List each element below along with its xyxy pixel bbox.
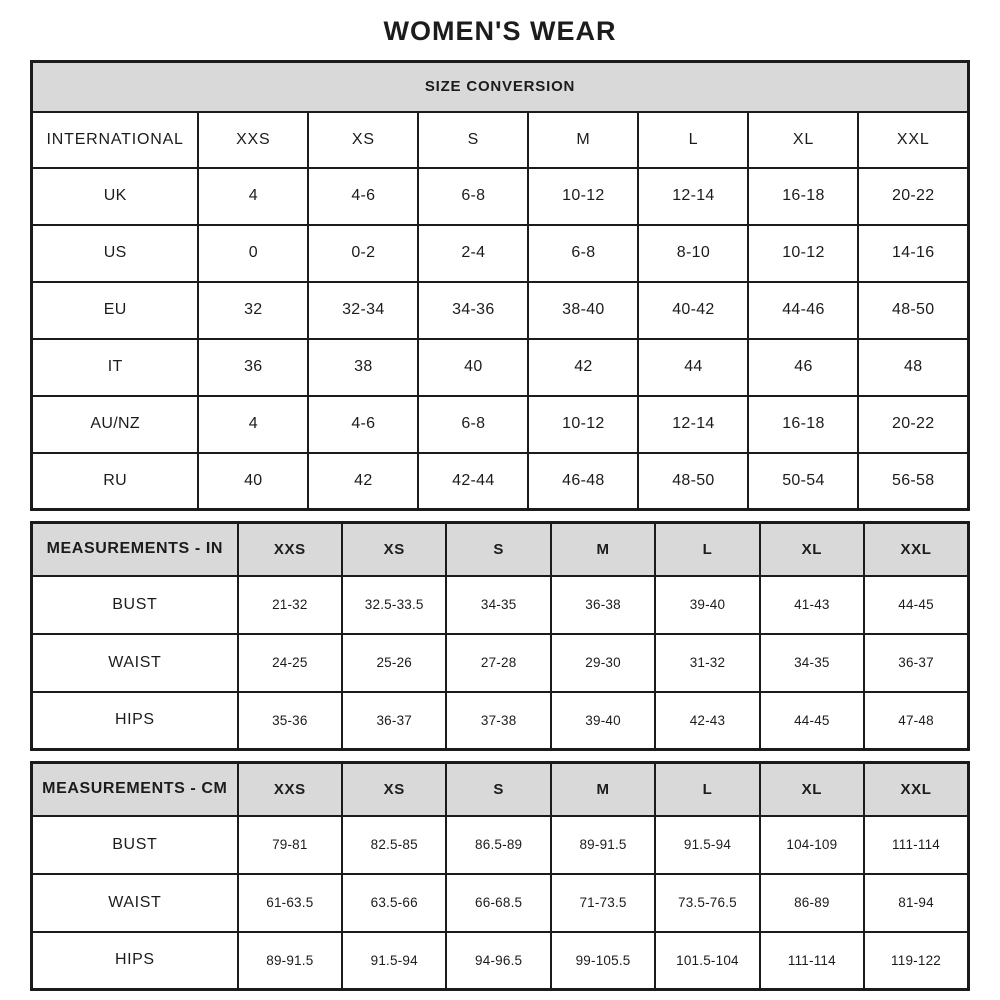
table-row bbox=[32, 339, 969, 396]
table-cell: 44-45 bbox=[760, 692, 864, 750]
column-header-row bbox=[32, 112, 969, 168]
table-cell: 6-8 bbox=[528, 225, 638, 282]
table-cell: 0-2 bbox=[308, 225, 418, 282]
table-cell: 20-22 bbox=[858, 168, 968, 225]
table-cell: 111-114 bbox=[864, 816, 968, 874]
measurements-in-column-header: S bbox=[446, 523, 550, 576]
table-cell: 41-43 bbox=[760, 576, 864, 634]
table-cell: 94-96.5 bbox=[446, 932, 550, 990]
table-cell: 91.5-94 bbox=[655, 816, 759, 874]
size-conversion-column-header: M bbox=[528, 112, 638, 168]
table-cell: 10-12 bbox=[528, 396, 638, 453]
table-row bbox=[32, 576, 969, 634]
measurements-cm-column-header: MEASUREMENTS - CM bbox=[32, 763, 238, 816]
table-cell: 91.5-94 bbox=[342, 932, 446, 990]
table-cell: 99-105.5 bbox=[551, 932, 655, 990]
measurements-in-column-header: XL bbox=[760, 523, 864, 576]
table-cell: 36-38 bbox=[551, 576, 655, 634]
table-cell: 36 bbox=[198, 339, 308, 396]
table-cell: 31-32 bbox=[655, 634, 759, 692]
size-conversion-band-title: SIZE CONVERSION bbox=[32, 62, 969, 112]
table-cell: 63.5-66 bbox=[342, 874, 446, 932]
table-cell: 39-40 bbox=[655, 576, 759, 634]
table-row bbox=[32, 225, 969, 282]
table-cell: 42 bbox=[308, 453, 418, 510]
row-label: HIPS bbox=[32, 692, 238, 750]
table-row bbox=[32, 634, 969, 692]
table-cell: 36-37 bbox=[342, 692, 446, 750]
table-cell: 12-14 bbox=[638, 168, 748, 225]
page-title: WOMEN'S WEAR bbox=[383, 16, 617, 46]
table-cell: 104-109 bbox=[760, 816, 864, 874]
table-cell: 42-44 bbox=[418, 453, 528, 510]
measurements-cm-column-header: M bbox=[551, 763, 655, 816]
table-cell: 10-12 bbox=[528, 168, 638, 225]
table-cell: 25-26 bbox=[342, 634, 446, 692]
table-cell: 29-30 bbox=[551, 634, 655, 692]
table-cell: 56-58 bbox=[858, 453, 968, 510]
table-cell: 20-22 bbox=[858, 396, 968, 453]
column-header-row bbox=[32, 523, 969, 576]
table-cell: 40 bbox=[198, 453, 308, 510]
table-cell: 50-54 bbox=[748, 453, 858, 510]
table-cell: 16-18 bbox=[748, 168, 858, 225]
table-cell: 21-32 bbox=[238, 576, 342, 634]
table-cell: 79-81 bbox=[238, 816, 342, 874]
measurements-cm-column-header: L bbox=[655, 763, 759, 816]
table-cell: 36-37 bbox=[864, 634, 968, 692]
table-cell: 39-40 bbox=[551, 692, 655, 750]
table-cell: 32.5-33.5 bbox=[342, 576, 446, 634]
measurements-in-column-header: MEASUREMENTS - IN bbox=[32, 523, 238, 576]
row-label: UK bbox=[32, 168, 199, 225]
table-cell: 6-8 bbox=[418, 396, 528, 453]
measurements-cm-column-header: XXS bbox=[238, 763, 342, 816]
measurements-in-column-header: M bbox=[551, 523, 655, 576]
table-cell: 71-73.5 bbox=[551, 874, 655, 932]
column-header-row bbox=[32, 763, 969, 816]
table-cell: 111-114 bbox=[760, 932, 864, 990]
size-conversion-table bbox=[30, 60, 970, 511]
table-cell: 8-10 bbox=[638, 225, 748, 282]
table-cell: 4-6 bbox=[308, 168, 418, 225]
table-cell: 82.5-85 bbox=[342, 816, 446, 874]
table-cell: 40 bbox=[418, 339, 528, 396]
table-cell: 35-36 bbox=[238, 692, 342, 750]
table-cell: 119-122 bbox=[864, 932, 968, 990]
table-row bbox=[32, 932, 969, 990]
tables-container bbox=[30, 60, 970, 991]
size-conversion-column-header: XXS bbox=[198, 112, 308, 168]
row-label: WAIST bbox=[32, 634, 238, 692]
table-cell: 101.5-104 bbox=[655, 932, 759, 990]
table-cell: 42-43 bbox=[655, 692, 759, 750]
measurements-in-column-header: XS bbox=[342, 523, 446, 576]
table-cell: 12-14 bbox=[638, 396, 748, 453]
table-cell: 40-42 bbox=[638, 282, 748, 339]
table-cell: 10-12 bbox=[748, 225, 858, 282]
size-conversion-column-header: XS bbox=[308, 112, 418, 168]
table-cell: 44-45 bbox=[864, 576, 968, 634]
measurements-in-column-header: L bbox=[655, 523, 759, 576]
table-cell: 34-35 bbox=[446, 576, 550, 634]
table-cell: 38 bbox=[308, 339, 418, 396]
size-conversion-column-header: L bbox=[638, 112, 748, 168]
table-row bbox=[32, 692, 969, 750]
row-label: AU/NZ bbox=[32, 396, 199, 453]
table-row bbox=[32, 453, 969, 510]
band-row bbox=[32, 62, 969, 112]
table-cell: 16-18 bbox=[748, 396, 858, 453]
table-cell: 37-38 bbox=[446, 692, 550, 750]
table-cell: 66-68.5 bbox=[446, 874, 550, 932]
table-cell: 86.5-89 bbox=[446, 816, 550, 874]
table-cell: 48-50 bbox=[638, 453, 748, 510]
row-label: IT bbox=[32, 339, 199, 396]
row-label: BUST bbox=[32, 816, 238, 874]
table-cell: 32-34 bbox=[308, 282, 418, 339]
measurements-in-column-header: XXS bbox=[238, 523, 342, 576]
table-cell: 86-89 bbox=[760, 874, 864, 932]
size-conversion-column-header: INTERNATIONAL bbox=[32, 112, 199, 168]
measurements-cm-table bbox=[30, 761, 970, 991]
table-cell: 89-91.5 bbox=[238, 932, 342, 990]
measurements-cm-column-header: XL bbox=[760, 763, 864, 816]
size-conversion-column-header: XXL bbox=[858, 112, 968, 168]
table-cell: 27-28 bbox=[446, 634, 550, 692]
table-row bbox=[32, 396, 969, 453]
row-label: BUST bbox=[32, 576, 238, 634]
table-row bbox=[32, 874, 969, 932]
table-cell: 89-91.5 bbox=[551, 816, 655, 874]
row-label: HIPS bbox=[32, 932, 238, 990]
size-conversion-column-header: S bbox=[418, 112, 528, 168]
table-cell: 4-6 bbox=[308, 396, 418, 453]
table-cell: 24-25 bbox=[238, 634, 342, 692]
table-cell: 73.5-76.5 bbox=[655, 874, 759, 932]
table-cell: 34-35 bbox=[760, 634, 864, 692]
table-cell: 44 bbox=[638, 339, 748, 396]
size-conversion-column-header: XL bbox=[748, 112, 858, 168]
row-label: RU bbox=[32, 453, 199, 510]
table-cell: 46 bbox=[748, 339, 858, 396]
table-cell: 47-48 bbox=[864, 692, 968, 750]
table-cell: 48 bbox=[858, 339, 968, 396]
table-row bbox=[32, 282, 969, 339]
measurements-cm-column-header: XXL bbox=[864, 763, 968, 816]
table-cell: 2-4 bbox=[418, 225, 528, 282]
row-label: WAIST bbox=[32, 874, 238, 932]
table-cell: 81-94 bbox=[864, 874, 968, 932]
table-cell: 61-63.5 bbox=[238, 874, 342, 932]
measurements-cm-column-header: S bbox=[446, 763, 550, 816]
table-row bbox=[32, 816, 969, 874]
row-label: EU bbox=[32, 282, 199, 339]
table-cell: 42 bbox=[528, 339, 638, 396]
table-cell: 32 bbox=[198, 282, 308, 339]
table-cell: 14-16 bbox=[858, 225, 968, 282]
measurements-in-column-header: XXL bbox=[864, 523, 968, 576]
table-cell: 48-50 bbox=[858, 282, 968, 339]
table-row bbox=[32, 168, 969, 225]
table-cell: 4 bbox=[198, 396, 308, 453]
table-cell: 38-40 bbox=[528, 282, 638, 339]
row-label: US bbox=[32, 225, 199, 282]
table-cell: 0 bbox=[198, 225, 308, 282]
table-cell: 46-48 bbox=[528, 453, 638, 510]
measurements-in-table bbox=[30, 521, 970, 751]
measurements-cm-column-header: XS bbox=[342, 763, 446, 816]
table-cell: 6-8 bbox=[418, 168, 528, 225]
table-cell: 34-36 bbox=[418, 282, 528, 339]
table-cell: 44-46 bbox=[748, 282, 858, 339]
table-cell: 4 bbox=[198, 168, 308, 225]
